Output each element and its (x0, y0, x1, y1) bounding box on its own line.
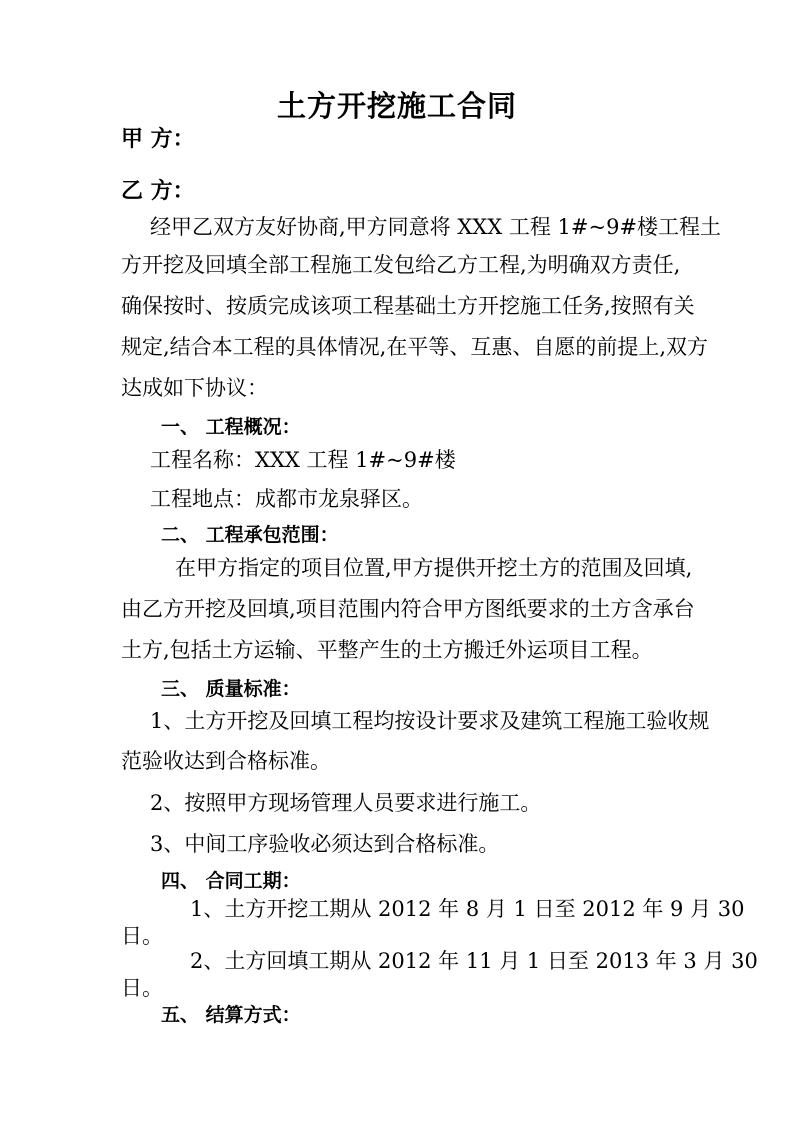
project-location: 工程地点：成都市龙泉驿区。 (150, 487, 423, 511)
schedule-item: 日。 (121, 924, 163, 948)
schedule-item: 2、土方回填工期从 2012 年 11 月 1 日至 2013 年 3 月 30 (190, 949, 758, 973)
schedule-item: 1、土方开挖工期从 2012 年 8 月 1 日至 2012 年 9 月 30 (190, 897, 745, 921)
contract-title: 土方开挖施工合同 (276, 89, 517, 123)
section-heading: 一、 工程概况： (161, 416, 301, 438)
quality-item: 1、土方开挖及回填工程均按设计要求及建筑工程施工验收规 (150, 709, 710, 733)
intro-line: 方开挖及回填全部工程施工发包给乙方工程,为明确双方责任, (121, 253, 681, 277)
intro-line: 确保按时、按质完成该项工程基础土方开挖施工任务,按照有关 (121, 294, 695, 318)
scope-line: 土方,包括土方运输、平整产生的土方搬迁外运项目工程。 (121, 638, 653, 662)
quality-item: 3、中间工序验收必须达到合格标准。 (150, 832, 500, 856)
scope-line: 在甲方指定的项目位置,甲方提供开挖土方的范围及回填, (175, 556, 693, 580)
section-heading: 二、 工程承包范围： (161, 524, 339, 546)
scope-line: 由乙方开挖及回填,项目范围内符合甲方图纸要求的土方含承台 (121, 597, 695, 621)
project-name: 工程名称：XXX 工程 1#~9#楼 (150, 448, 456, 472)
schedule-item: 日。 (121, 976, 163, 1000)
section-heading: 四、 合同工期： (161, 870, 301, 892)
party-a-label: 甲 方： (121, 126, 195, 152)
intro-line: 经甲乙双方友好协商,甲方同意将 XXX 工程 1#~9#楼工程土 (150, 215, 722, 239)
quality-item: 2、按照甲方现场管理人员要求进行施工。 (150, 791, 542, 815)
party-b-label: 乙 方： (121, 178, 195, 204)
section-heading: 五、 结算方式： (161, 1004, 301, 1026)
intro-line: 达成如下协议： (121, 376, 268, 400)
quality-item: 范验收达到合格标准。 (121, 749, 331, 773)
section-heading: 三、 质量标准： (161, 678, 301, 700)
intro-line: 规定,结合本工程的具体情况,在平等、互惠、自愿的前提上,双方 (121, 335, 709, 359)
